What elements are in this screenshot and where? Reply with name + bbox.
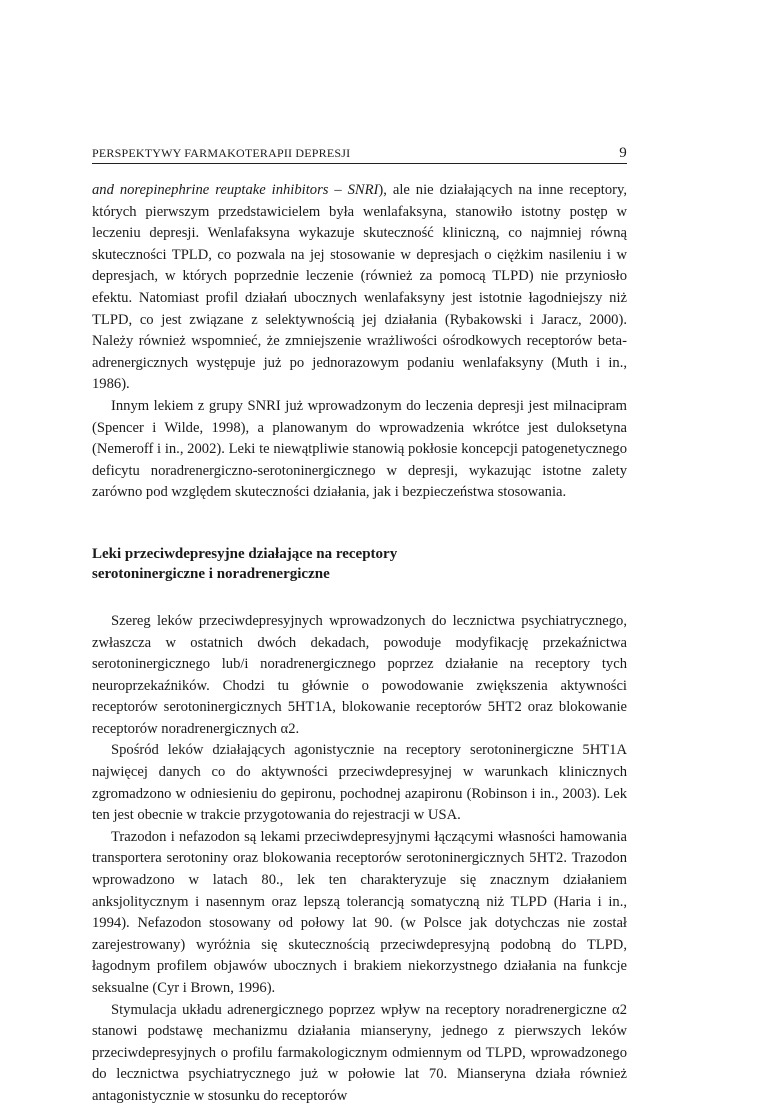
paragraph: Stymulacja układu adrenergicznego poprzez wpływ na receptory noradrenergiczne α2 stanowi podstawę mechanizmu działania mianseryny, jednego z pierwszych leków przeciwdepresyjnych o profilu farmakologicznym odmiennym od TLPD, wprowadzonego do lecznictwa psychiatrycznego już w połowie lat 70. Mianseryna działa również antagonistycznie w stosunku do receptorów	[92, 1001, 627, 1104]
body-text	[92, 180, 627, 1108]
paragraph: Spośród leków działających agonistycznie na receptory serotoninergiczne 5HT1A najwięcej danych co do aktywności przeciwdepresyjnej w warunkach klinicznych zgromadzono w odniesieniu do gepironu, pochodnej azapironu (Robinson i in., 2003). Lek ten jest obecnie w trakcie przygotowania do rejestracji w USA.	[92, 742, 627, 824]
paragraph: Innym lekiem z grupy SNRI już wprowadzonym do leczenia depresji jest milnacipram (Spencer i Wilde, 1998), a planowanym do wprowadzenia wkrótce jest duloksetyna (Nemeroff i in., 2002). Leki te niewątpliwie stanowią pokłosie koncepcji patogenetycznego deficytu noradrenergiczno-serotoninergicznego w depresji, wykazując istotne zalety zarówno pod względem skuteczności działania, jak i bezpieczeństwa stosowania.	[92, 397, 627, 501]
paragraph: and norepinephrine reuptake inhibitors – SNRI), ale nie działających na inne receptory, których pierwszym przedstawicielem była wenlafaksyna, stanowiło istotny postęp w leczeniu depresji. Wenlafaksyna wykazuje skuteczność kliniczną, co najmniej równą skuteczności TPLD, co pozwala na jej stosowanie w depresjach o ciężkim nasileniu i w depresjach, w których poprzednie leczenie (również za pomocą TLPD) nie przyniosło efektu. Natomiast profil działań ubocznych wenlafaksyny jest istotnie łagodniejszy niż TLPD, co jest związane z selektywnością jej działania (Rybakowski i Jaracz, 2000). Należy również wspomnieć, że zmniejszenie wrażliwości ośrodkowych receptorów beta-adrenergicznych występuje już po jednorazowym podaniu wenlafaksyny (Muth i in., 1986).	[92, 182, 627, 393]
italic-term: and norepinephrine reuptake inhibitors – SNRI	[92, 182, 379, 198]
page-number: 9	[619, 145, 627, 161]
paragraph: Szereg leków przeciwdepresyjnych wprowadzonych do lecznictwa psychiatrycznego, zwłaszcza w ostatnich dwóch dekadach, powoduje modyfikację przekaźnictwa serotoninergicznego lub/i noradrenergicznego poprzez działanie na receptory tych neuroprzekaźników. Chodzi tu głównie o powodowanie zwiększenia aktywności receptorów serotoninergicznych 5HT1A, blokowanie receptorów 5HT2 oraz blokowanie receptorów noradrenergicznych α2.	[92, 612, 627, 737]
section-heading: Leki przeciwdepresyjne działające na receptory serotoninergiczne i noradrenergiczne	[92, 545, 398, 582]
running-header	[92, 146, 627, 164]
paragraph: Trazodon i nefazodon są lekami przeciwdepresyjnymi łączącymi własności hamowania transportera serotoniny oraz blokowania receptorów serotoninergicznych 5HT2. Trazodon wprowadzono w latach 80., lek ten charakteryzuje się znacznym działaniem anksjolitycznym i nasennym oraz lepszą tolerancją somatyczną niż TLPD (Haria i in., 1994). Nefazodon stosowany od połowy lat 90. (w Polsce jak dotychczas nie został zarejestrowany) wyróżnia się skutecznością przeciwdepresyjną podobną do TLPD, łagodnym profilem objawów ubocznych i brakiem niekorzystnego działania na funkcje seksualne (Cyr i Brown, 1996).	[92, 828, 627, 996]
book-page	[92, 146, 627, 1108]
running-title: PERSPEKTYWY FARMAKOTERAPII DEPRESJI	[92, 146, 351, 160]
